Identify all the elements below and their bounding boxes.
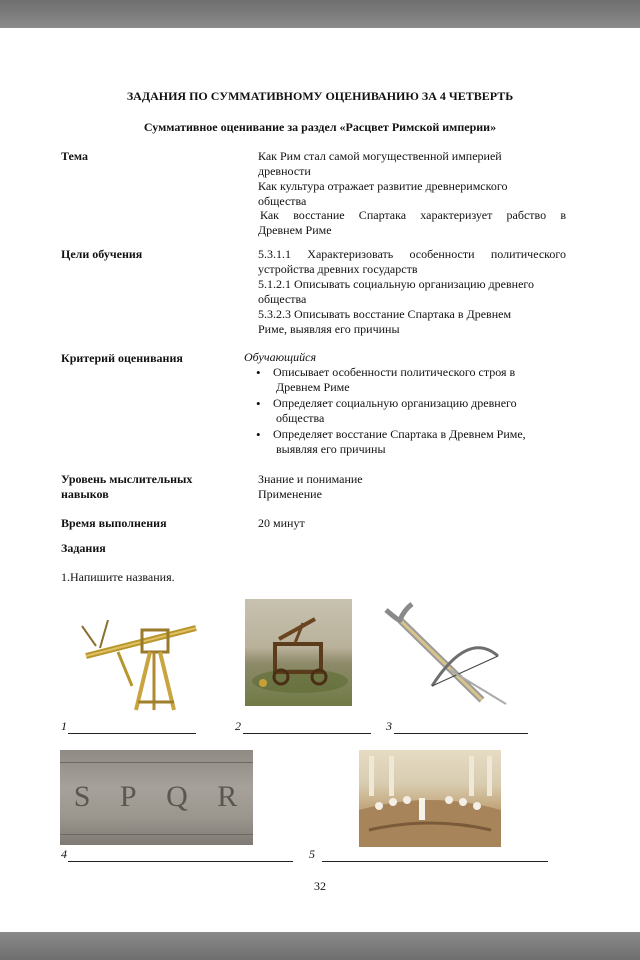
tema-label: Тема (61, 149, 88, 163)
time-value: 20 минут (258, 516, 305, 530)
crossbow-image (380, 600, 520, 710)
answer-4-line[interactable] (68, 861, 293, 862)
criteria-item: • Описывает особенности политического строя в Древнем Риме (254, 365, 574, 395)
document-title: ЗАДАНИЯ ПО СУММАТИВНОМУ ОЦЕНИВАНИЮ ЗА 4 ЧЕТВЕРТЬ (126, 89, 514, 103)
criteria-item: • Определяет социальную организацию древнего общества (254, 396, 574, 426)
goal-line: 5.1.2.1 Описывать социальную организацию древнего (258, 277, 535, 291)
task-1-text: 1.Напишите названия. (61, 570, 175, 584)
viewer-top-bar (0, 0, 640, 28)
time-label: Время выполнения (61, 516, 167, 530)
criteria-item: • Определяет восстание Спартака в Древнем Риме, выявляя его причины (254, 427, 574, 457)
tema-line: Как восстание Спартака характеризует рабство в (260, 208, 566, 222)
answer-2-line[interactable] (243, 733, 371, 734)
level-value: Знание и понимание (258, 472, 363, 486)
tema-line: Как культура отражает развитие древнеримского (258, 179, 508, 193)
goal-line: Риме, выявляя его причины (258, 322, 400, 336)
tema-line: общества (258, 194, 307, 208)
goals-label: Цели обучения (61, 247, 143, 261)
document-subtitle: Суммативное оценивание за раздел «Расцвет Римской империи» (143, 120, 497, 134)
answer-number: 4 (61, 847, 67, 861)
document-page (0, 28, 640, 932)
level-label: Уровень мыслительных (61, 472, 193, 486)
spqr-letter: P (119, 780, 139, 813)
spqr-letter: S (73, 780, 93, 813)
answer-3-line[interactable] (394, 733, 528, 734)
criteria-list (254, 365, 574, 458)
viewer-bottom-bar (0, 932, 640, 960)
answer-number: 2 (235, 719, 241, 733)
tema-line: Как Рим стал самой могущественной империей (258, 149, 502, 163)
catapult-painting-image (245, 599, 352, 706)
page-number: 32 (314, 879, 326, 893)
answer-1-line[interactable] (68, 733, 196, 734)
spqr-inscription-image (60, 750, 253, 845)
level-value: Применение (258, 487, 322, 501)
goal-line: общества (258, 292, 307, 306)
senate-painting-image (359, 750, 501, 847)
answer-5-line[interactable] (322, 861, 548, 862)
goal-line: 5.3.1.1 Характеризовать особенности политического (258, 247, 566, 261)
level-label: навыков (61, 487, 109, 501)
answer-number: 5 (309, 847, 315, 861)
criteria-label: Критерий оценивания (61, 351, 183, 365)
goal-line: устройства древних государств (258, 262, 418, 276)
tema-line: древности (258, 164, 311, 178)
answer-number: 3 (386, 719, 392, 733)
ballista-image (78, 606, 212, 714)
tasks-heading: Задания (61, 541, 106, 555)
criteria-heading: Обучающийся (244, 350, 317, 364)
answer-number: 1 (61, 719, 67, 733)
tema-line: Древнем Риме (258, 223, 332, 237)
goal-line: 5.3.2.3 Описывать восстание Спартака в Древнем (258, 307, 512, 321)
spqr-letter: Q (166, 780, 190, 813)
spqr-letter: R (217, 780, 240, 813)
